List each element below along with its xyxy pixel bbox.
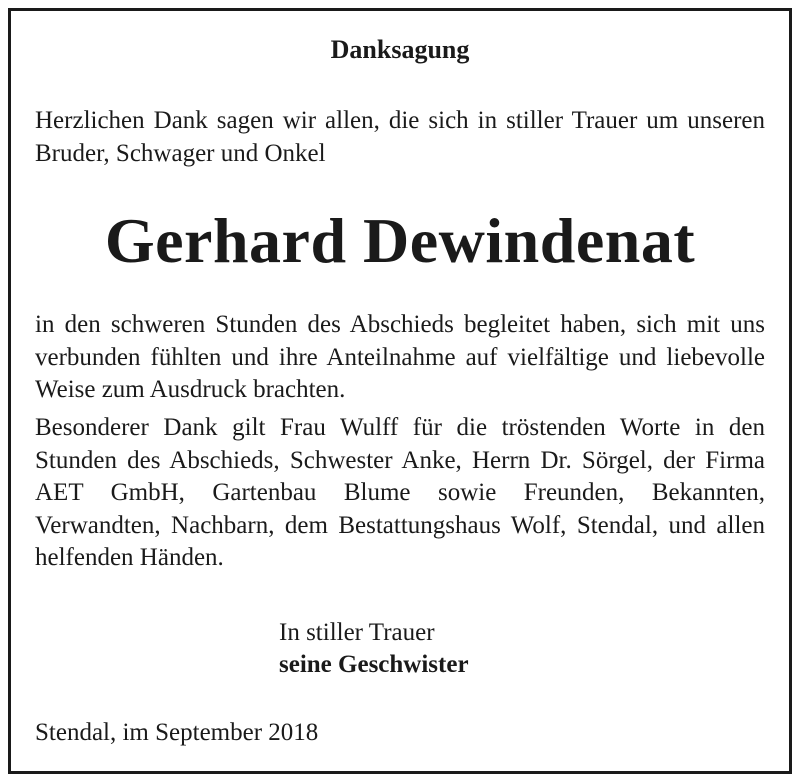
notice-heading: Danksagung — [330, 35, 470, 64]
intro-paragraph: Herzlichen Dank sagen wir allen, die sich in stiller Trauer um unseren Bruder, Schwager und Onkel — [35, 107, 765, 167]
signatories: seine Geschwister — [279, 651, 469, 678]
obituary-notice-frame — [8, 8, 792, 774]
body-paragraph-2: Besonderer Dank gilt Frau Wulff für die tröstenden Worte in den Stunden des Abschieds, Schwester Anke, Herrn Dr. Sörgel, der Firma AET GmbH, Gartenbau Blume sowie Freunden, Bekannten, Verwandten, Nachbarn, dem Bestattungshaus Wolf, Stendal, und allen helfenden Händen. — [35, 414, 765, 571]
signature-block — [279, 617, 469, 681]
closing-line: In stiller Trauer — [279, 619, 435, 646]
place-date: Stendal, im September 2018 — [35, 719, 319, 746]
body-paragraph-1: in den schweren Stunden des Abschieds begleitet haben, sich mit uns verbunden fühlten und ihre Anteilnahme auf vielfältige und liebevolle Weise zum Ausdruck brachten. — [35, 311, 765, 403]
deceased-name: Gerhard Dewindenat — [104, 205, 696, 276]
